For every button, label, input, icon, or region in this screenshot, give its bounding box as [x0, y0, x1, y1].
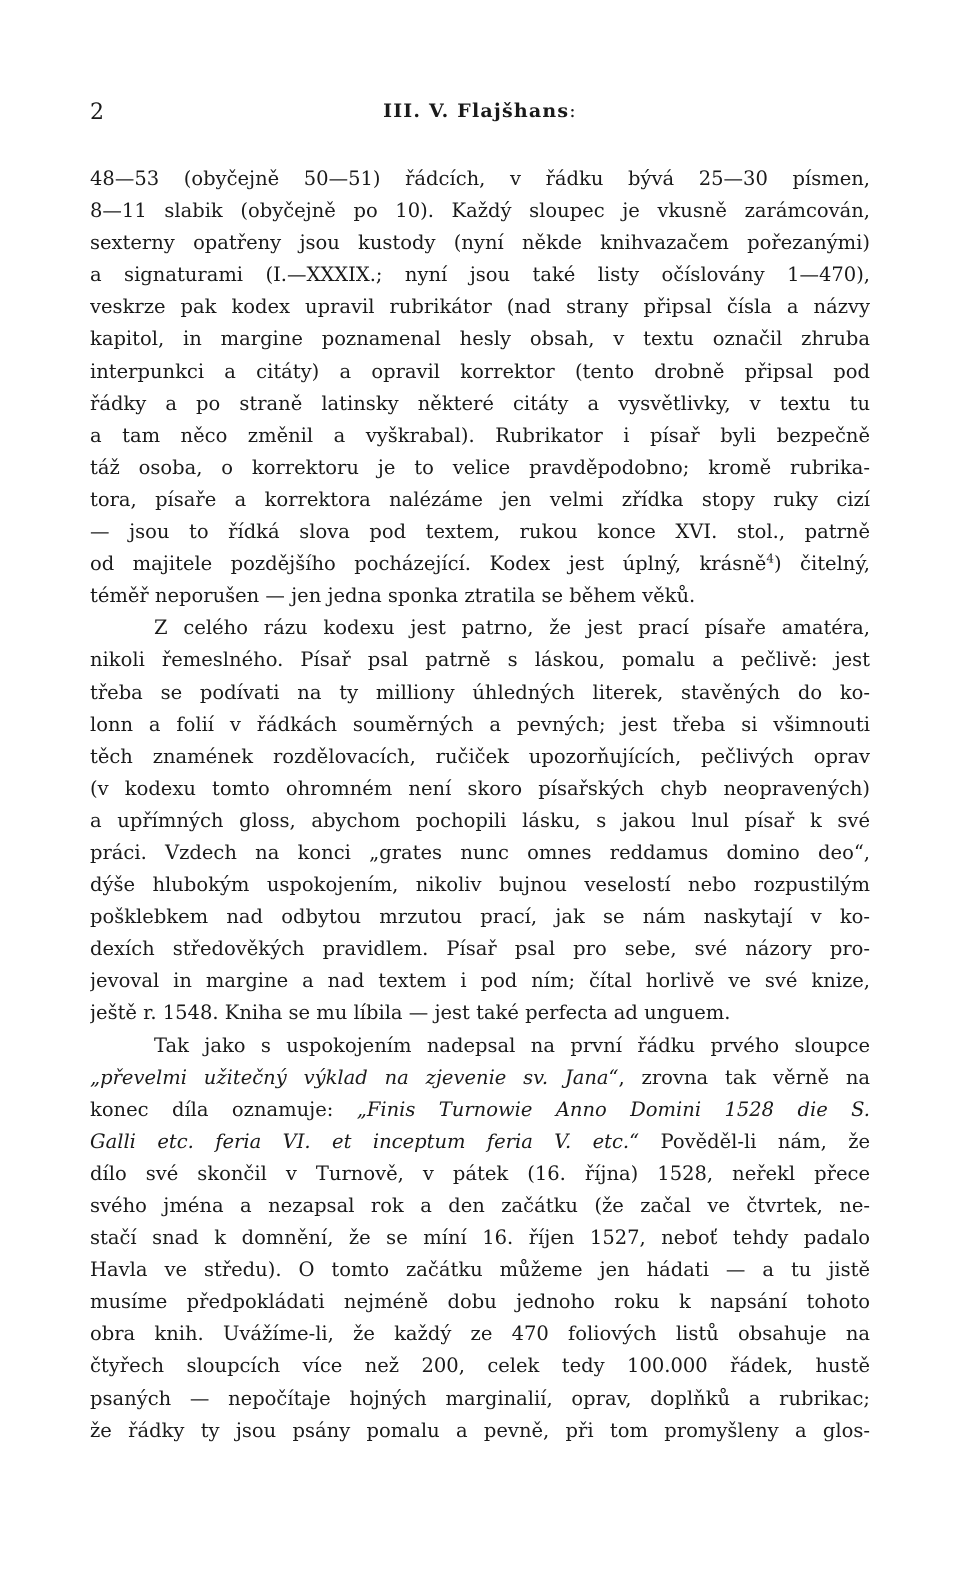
- text-segment: musíme předpokládati nejméně dobu jednoho roku k napsání tohoto: [90, 1290, 870, 1314]
- text-segment: od majitele pozdějšího pocházející. Kodex jest úplný, krásně: [90, 552, 767, 576]
- text-segment: Pověděl-li nám, že: [639, 1129, 870, 1153]
- text-segment: dýše hlubokým uspokojením, nikoliv bujnou veselostí nebo rozpustilým: [90, 873, 870, 897]
- text-segment: práci. Vzdech na konci „grates nunc omnes reddamus domino deo“,: [90, 840, 870, 864]
- text-line: [90, 644, 870, 676]
- text-line: [90, 933, 870, 965]
- text-line: [90, 1415, 870, 1447]
- text-segment: psaných — nepočítaje hojných marginalií, oprav, doplňků a rubrikac;: [90, 1386, 870, 1410]
- text-segment: Tak jako s uspokojením nadepsal na první řádku prvého sloupce: [154, 1033, 870, 1057]
- text-segment: ještě r. 1548. Kniha se mu líbila — jest také perfecta ad unguem.: [90, 1001, 731, 1025]
- text-segment: svého jména a nezapsal rok a den začátku (že začal ve čtvrtek, ne-: [90, 1194, 870, 1217]
- text-line: [90, 1286, 870, 1318]
- text-line: [90, 773, 870, 805]
- text-segment: čtyřech sloupcích více než 200, celek tedy 100.000 řádek, hustě: [90, 1354, 870, 1378]
- text-line: [90, 1383, 870, 1415]
- text-line: [90, 965, 870, 997]
- text-segment: veskrze pak kodex upravil rubrikátor (nad strany připsal čísla a názvy: [90, 295, 870, 319]
- page-number: 2: [90, 100, 104, 125]
- text-line: [90, 516, 870, 548]
- text-segment: Havla ve středu). O tomto začátku můžeme jen hádati — a tu jistě: [90, 1258, 870, 1282]
- text-segment: 4: [766, 551, 774, 566]
- text-segment: třeba se podívati na ty milliony úhledných literek, stavěných do ko-: [90, 680, 870, 704]
- text-segment: téměř neporušen — jen jedna sponka ztratila se během věků.: [90, 584, 696, 608]
- running-title: [90, 100, 870, 122]
- text-segment: tora, písaře a korrektora nalézáme jen velmi zřídka stopy ruky cizí: [90, 487, 870, 511]
- text-segment: , zrovna tak věrně na: [618, 1065, 870, 1089]
- text-line: [90, 580, 870, 612]
- text-line: [90, 259, 870, 291]
- text-segment: a upřímných gloss, abychom pochopili lásku, s jakou lnul písař k své: [90, 808, 870, 832]
- text-segment: interpunkci a citáty) a opravil korrektor (tento drobně připsal pod: [90, 359, 870, 383]
- text-segment: nikoli řemeslného. Písař psal patrně s láskou, pomalu a pečlivě: jest: [90, 648, 870, 672]
- text-segment: dílo své skončil v Turnově, v pátek (16. října) 1528, neřekl přece: [90, 1161, 870, 1185]
- text-line: [90, 1062, 870, 1094]
- text-segment: pošklebkem nad odbytou mrzutou prací, jak se nám naskytají v ko-: [90, 905, 870, 929]
- text-segment: lonn a folií v řádkách souměrných a pevných; jest třeba si všimnouti: [90, 712, 870, 736]
- text-line: [90, 1094, 870, 1126]
- text-line: [90, 420, 870, 452]
- text-line: [90, 741, 870, 773]
- text-segment: obra knih. Uvážíme-li, že každý ze 470 foliových listů obsahuje na: [90, 1322, 870, 1346]
- text-segment: Galli etc. feria VI. et inceptum feria V. etc.“: [90, 1129, 640, 1153]
- text-line: [90, 677, 870, 709]
- text-line: [90, 291, 870, 323]
- text-segment: „Finis Turnowie Anno Domini 1528 die S.: [356, 1097, 870, 1121]
- text-line: [90, 195, 870, 227]
- text-line: [90, 709, 870, 741]
- running-header: [90, 100, 870, 130]
- text-line: [90, 805, 870, 837]
- text-line: [90, 356, 870, 388]
- title-colon: :: [569, 100, 577, 122]
- text-segment: 48—53 (obyčejně 50—51) řádcích, v řádku bývá 25—30 písmen,: [90, 167, 870, 190]
- text-line: [90, 1222, 870, 1254]
- text-line: [90, 1350, 870, 1382]
- text-segment: dexích středověkých pravidlem. Písař psal pro sebe, své názory pro-: [90, 937, 870, 961]
- text-line: [90, 388, 870, 420]
- text-segment: konec díla oznamuje:: [90, 1097, 357, 1121]
- author-name: III. V. Flajšhans: [383, 100, 570, 122]
- text-line: [90, 901, 870, 933]
- text-line: [90, 837, 870, 869]
- text-line: [90, 869, 870, 901]
- text-segment: sexterny opatřeny jsou kustody (nyní někde knihvazačem pořezanými): [90, 231, 870, 255]
- text-segment: stačí snad k domnění, že se míní 16. říjen 1527, neboť tehdy padalo: [90, 1226, 870, 1250]
- text-segment: jevoval in margine a nad textem i pod ním; čítal horlivě ve své knize,: [90, 969, 870, 993]
- text-line: [90, 612, 870, 644]
- text-segment: a signaturami (I.—XXXIX.; nyní jsou také listy očíslovány 1—470),: [90, 263, 870, 287]
- text-segment: a tam něco změnil a vyškrabal). Rubrikator i písař byli bezpečně: [90, 423, 870, 447]
- text-segment: táž osoba, o korrektoru je to velice pravděpodobno; kromě rubrika-: [90, 455, 870, 479]
- text-segment: kapitol, in margine poznamenal hesly obsah, v textu označil zhruba: [90, 327, 870, 351]
- text-segment: těch znamének rozdělovacích, ručiček upozorňujících, pečlivých oprav: [90, 744, 870, 768]
- text-segment: „převelmi užitečný výklad na zjevenie sv. Jana“: [90, 1065, 619, 1089]
- text-line: [90, 1030, 870, 1062]
- text-line: [90, 323, 870, 355]
- body-text: [90, 163, 870, 1447]
- text-line: [90, 997, 870, 1029]
- text-segment: řádky a po straně latinsky některé citáty a vysvětlivky, v textu tu: [90, 391, 870, 415]
- text-segment: — jsou to řídká slova pod textem, rukou konce XVI. stol., patrně: [90, 520, 870, 544]
- text-segment: ) čitelný,: [773, 552, 870, 576]
- text-segment: že řádky ty jsou psány pomalu a pevně, při tom promyšleny a glos-: [90, 1418, 870, 1442]
- text-segment: (v kodexu tomto ohromném není skoro písařských chyb neopravených): [90, 776, 870, 800]
- text-line: [90, 1158, 870, 1190]
- text-line: [90, 484, 870, 516]
- text-line: [90, 1318, 870, 1350]
- text-segment: Z celého rázu kodexu jest patrno, že jest prací písaře amatéra,: [154, 616, 870, 640]
- text-line: [90, 548, 870, 580]
- text-line: [90, 227, 870, 259]
- text-line: [90, 452, 870, 484]
- text-line: [90, 163, 870, 195]
- text-segment: 8—11 slabik (obyčejně po 10). Každý sloupec je vkusně zarámcován,: [90, 199, 870, 223]
- text-line: [90, 1254, 870, 1286]
- text-line: [90, 1126, 870, 1158]
- text-line: [90, 1190, 870, 1222]
